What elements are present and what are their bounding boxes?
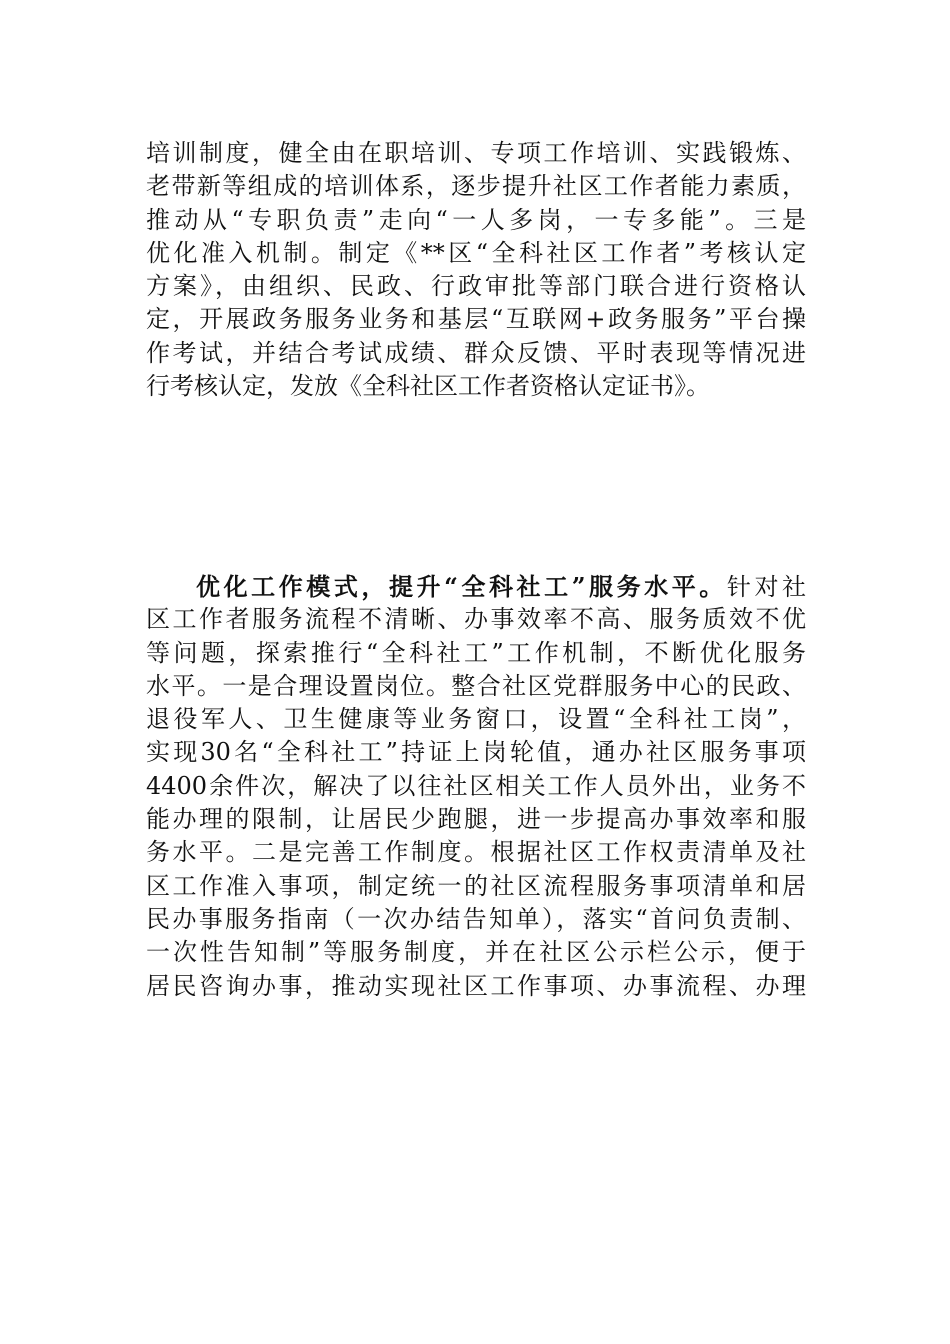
- text-line: 区工作准入事项，制定统一的社区流程服务事项清单和居: [146, 871, 806, 900]
- text-line: 实现30名“全科社工”持证上岗轮值，通办社区服务事项: [146, 738, 806, 767]
- text-line: 老带新等组成的培训体系，逐步提升社区工作者能力素质，: [146, 172, 806, 201]
- text-line: 能办理的限制，让居民少跑腿，进一步提高办事效率和服: [146, 805, 806, 834]
- text-line: 一次性告知制”等服务制度，并在社区公示栏公示，便于: [146, 938, 806, 967]
- text-line: 作考试，并结合考试成绩、群众反馈、平时表现等情况进: [146, 338, 806, 367]
- text-line: 务水平。二是完善工作制度。根据社区工作权责清单及社: [146, 838, 806, 867]
- text-line: 培训制度，健全由在职培训、专项工作培训、实践锻炼、: [146, 139, 806, 167]
- text-line: 退役军人、卫生健康等业务窗口，设置“全科社工岗”，: [146, 705, 806, 734]
- paragraph-heading: 优化工作模式，提升“全科社工”服务水平。: [196, 572, 727, 601]
- text-line: 行考核认定，发放《全科社区工作者资格认定证书》。: [146, 372, 710, 401]
- text-line: 推动从“专职负责”走向“一人多岗，一专多能”。三是: [146, 205, 806, 234]
- text-line: 区工作者服务流程不清晰、办事效率不高、服务质效不优: [146, 605, 806, 634]
- text-line: 等问题，探索推行“全科社工”工作机制，不断优化服务: [146, 638, 806, 667]
- text-line: 优化准入机制。制定《**区“全科社区工作者”考核认定: [146, 238, 806, 267]
- paragraph-training-system: [146, 137, 806, 403]
- first-line-rest: 针对社: [726, 573, 807, 601]
- paragraph-first-line: [146, 570, 806, 603]
- text-line: 民办事服务指南（一次办结告知单），落实“首问负责制、: [146, 904, 806, 933]
- text-line: 方案》，由组织、民政、行政审批等部门联合进行资格认: [146, 272, 806, 301]
- text-line: 4400余件次，解决了以往社区相关工作人员外出，业务不: [146, 771, 806, 800]
- text-line: 定，开展政务服务业务和基层“互联网+政务服务”平台操: [146, 305, 806, 334]
- paragraph-work-mode: [146, 570, 806, 1003]
- text-line: 水平。一是合理设置岗位。整合社区党群服务中心的民政、: [146, 671, 806, 700]
- text-line: 居民咨询办事，推动实现社区工作事项、办事流程、办理: [146, 971, 806, 1000]
